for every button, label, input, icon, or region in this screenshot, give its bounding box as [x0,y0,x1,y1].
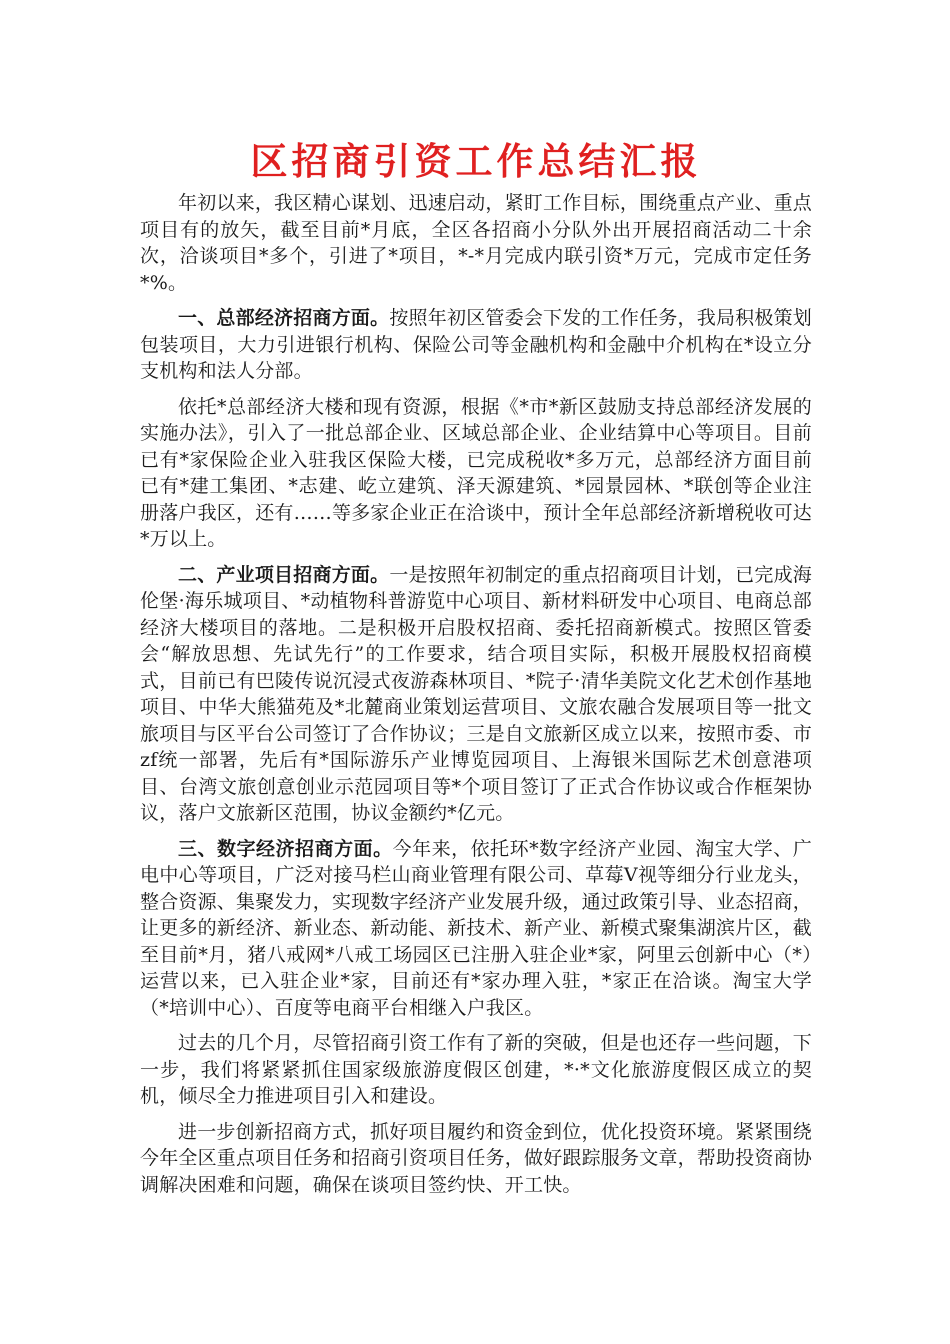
section-heading: 三、数字经济招商方面。 [178,837,393,860]
paragraph-text: 今年来，依托环*数字经济产业园、淘宝大学、广电中心等项目，广泛对接马栏山商业管理有限公司、草莓V视等细分行业龙头，整合资源、集聚发力，实现数字经济产业发展升级，通过政策引导、业态招商，让更多的新经济、新业态、新动能、新技术、新产业、新模式聚集湖滨片区，截至目前*月，猪八戒网*八戒工场园区已注册入驻企业*家，阿里云创新中心（*）运营以来，已入驻企业*家，目前还有*家办理入驻，*家正在洽谈。淘宝大学（*培训中心）、百度等电商平台相继入户我区。 [140,837,813,1019]
paragraph-headquarters-economy [140,305,812,385]
paragraph-intro [140,190,812,296]
paragraph-industrial-projects [140,562,812,827]
document-title: 区招商引资工作总结汇报 [250,139,702,183]
paragraph-text: 进一步创新招商方式，抓好项目履约和资金到位，优化投资环境。紧紧围绕今年全区重点项目任务和招商引资项目任务，做好跟踪服务文章，帮助投资商协调解决困难和问题，确保在谈项目签约快、开工快。 [140,1120,813,1196]
paragraph-investment-environment [140,1119,812,1199]
paragraph-next-steps [140,1030,812,1110]
paragraph-digital-economy [140,836,812,1022]
paragraph-text: 年初以来，我区精心谋划、迅速启动，紧盯工作目标，围绕重点产业、重点项目有的放矢，截至目前*月底，全区各招商小分队外出开展招商活动二十余次，洽谈项目*多个，引进了*项目，*-*月完成内联引资*万元，完成市定任务*%。 [140,192,812,294]
paragraph-text: 一是按照年初制定的重点招商项目计划，已完成海伦堡·海乐城项目、*动植物科普游览中心项目、新材料研发中心项目、电商总部经济大楼项目的落地。二是积极开启股权招商、委托招商新模式。按照区管委会“解放思想、先试先行”的工作要求，结合项目实际，积极开展股权招商模式，目前已有巴陵传说沉浸式夜游森林项目、*院子·清华美院文化艺术创作基地项目、中华大熊猫苑及*北麓商业策划运营项目、文旅农融合发展项目等一批文旅项目与区平台公司签订了合作协议；三是自文旅新区成立以来，按照市委、市zf统一部署，先后有*国际游乐产业博览园项目、上海银米国际艺术创意港项目、台湾文旅创意创业示范园项目等*个项目签订了正式合作协议或合作框架协议，落户文旅新区范围，协议金额约*亿元。 [140,563,813,824]
paragraph-headquarters-details [140,394,812,553]
paragraph-text: 依托*总部经济大楼和现有资源，根据《*市*新区鼓励支持总部经济发展的实施办法》，引入了一批总部企业、区域总部企业、企业结算中心等项目。目前已有*家保险企业入驻我区保险大楼，已完成税收*多万元，总部经济方面目前已有*建工集团、*志建、屹立建筑、泽天源建筑、*园景园林、*联创等企业注册落户我区，还有……等多家企业正在洽谈中，预计全年总部经济新增税收可达*万以上。 [140,395,813,550]
section-heading: 一、总部经济招商方面。 [178,307,390,329]
section-heading: 二、产业项目招商方面。 [178,563,390,586]
paragraph-text: 按照年初区管委会下发的工作任务，我局积极策划包装项目，大力引进银行机构、保险公司等金融机构和金融中介机构在*设立分支机构和法人分部。 [140,307,813,382]
document-page [140,138,812,1207]
paragraph-text: 过去的几个月，尽管招商引资工作有了新的突破，但是也还存一些问题，下一步，我们将紧紧抓住国家级旅游度假区创建，*·*文化旅游度假区成立的契机，倾尽全力推进项目引入和建设。 [140,1032,812,1107]
